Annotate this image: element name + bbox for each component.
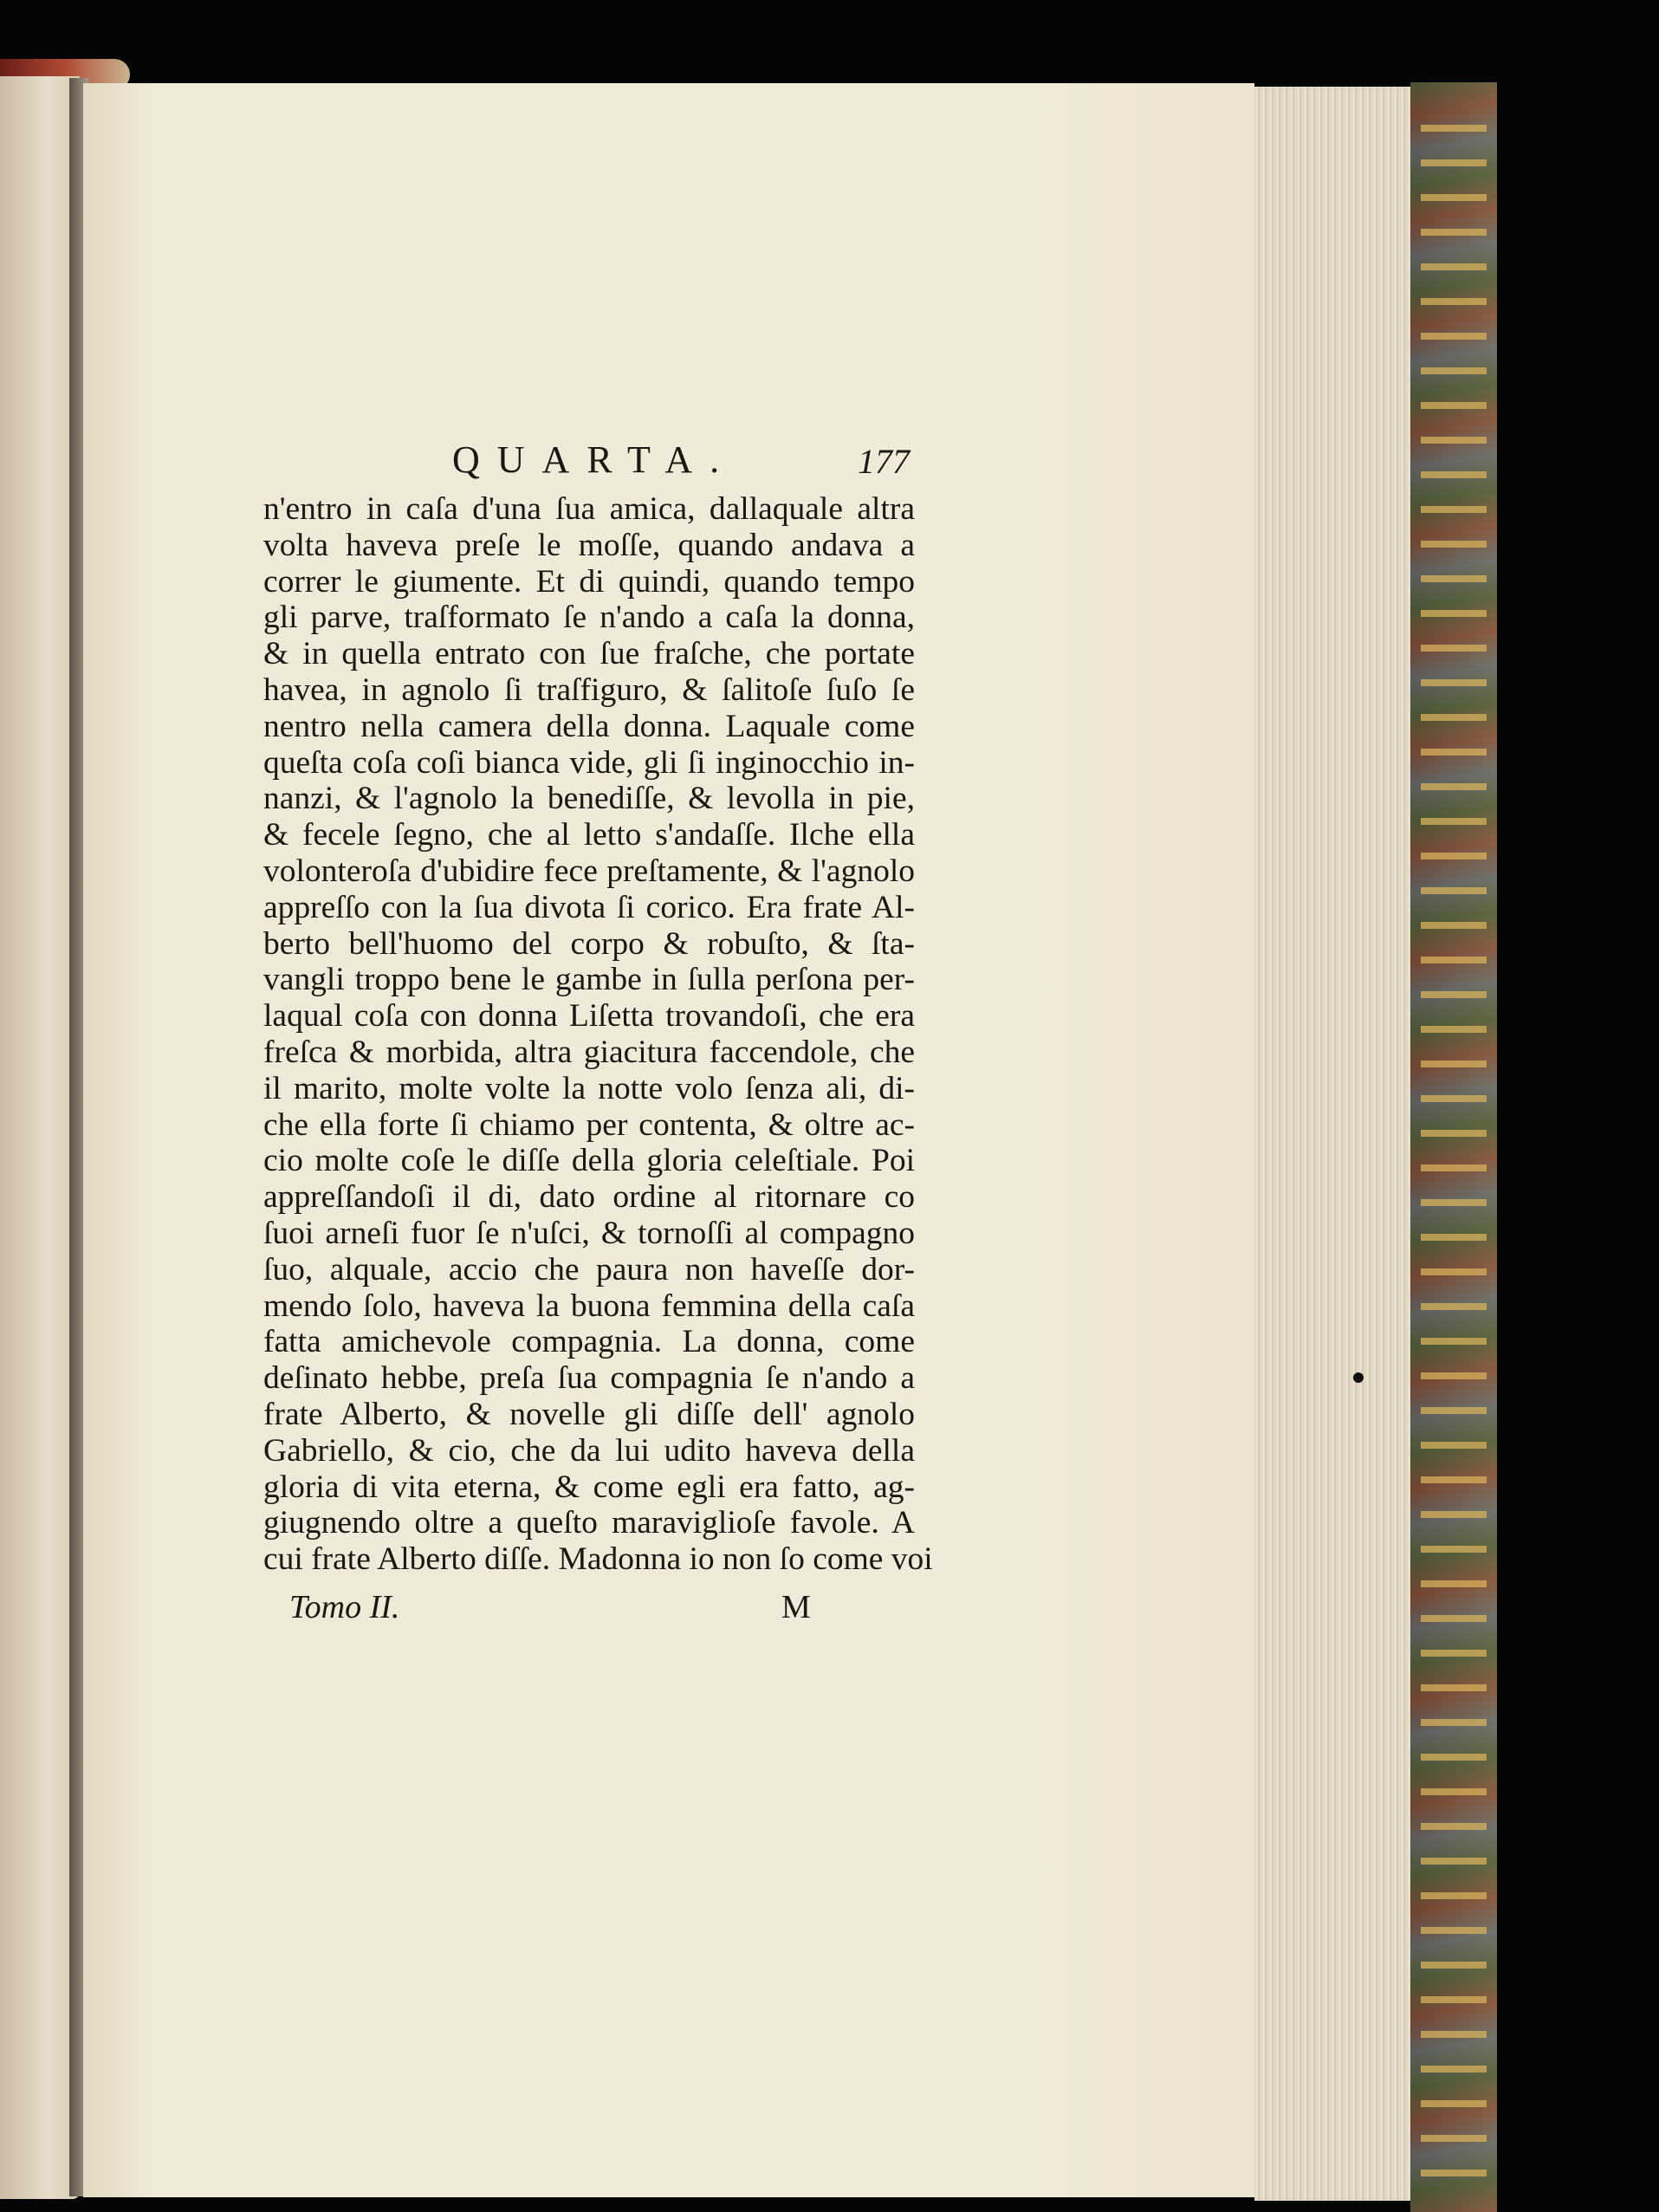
text-line: ſuo, alquale, accio che paura non haveſſe dor- (263, 1251, 915, 1288)
text-line: giugnendo oltre a queſto maraviglioſe favole. A (263, 1505, 915, 1541)
text-line: berto bell'huomo del corpo & robuſto, & ſta- (263, 925, 915, 962)
signature-mark: M (781, 1588, 811, 1625)
text-line: deſinato hebbe, preſa ſua compagnia ſe n'ando a (263, 1360, 915, 1397)
text-line: nanzi, & l'agnolo la benediſſe, & levolla in pie, (263, 781, 915, 817)
page-footer (263, 1585, 915, 1637)
text-line: & in quella entrato con ſue fraſche, che portate (263, 636, 915, 672)
text-line: frate Alberto, & novelle gli diſſe dell' agnolo (263, 1396, 915, 1432)
text-block (263, 438, 933, 1637)
page-edges (1254, 87, 1410, 2201)
text-line: cui frate Alberto diſſe. Madonna io non ſo come voi (263, 1541, 933, 1578)
text-line: queſta coſa coſi bianca vide, gli ſi inginocchio in- (263, 744, 915, 781)
text-line: freſca & morbida, altra giacitura faccendole, che (263, 1034, 915, 1070)
text-line: n'entro in caſa d'una ſua amica, dallaquale altra (263, 491, 915, 527)
running-head (263, 438, 915, 491)
text-line: vangli troppo bene le gambe in ſulla perſona per- (263, 962, 915, 998)
text-line: & fecele ſegno, che al letto s'andaſſe. Ilche ella (263, 817, 915, 853)
body-text (263, 491, 933, 1578)
running-title: QUARTA. (452, 438, 737, 481)
text-line: appreſſandoſi il di, dato ordine al ritornare co (263, 1179, 915, 1216)
text-line: ſuoi arneſi fuor ſe n'uſci, & tornoſſi al compagno (263, 1215, 915, 1251)
text-line: nentro nella camera della donna. Laquale come (263, 708, 915, 744)
text-line: gloria di vita eterna, & come egli era fatto, ag- (263, 1469, 915, 1505)
text-line: gli parve, traſformato ſe n'ando a caſa la donna, (263, 600, 915, 636)
page-number: 177 (858, 442, 910, 481)
text-line: volta haveva preſe le moſſe, quando andava a (263, 527, 915, 563)
text-line: fatta amichevole compagnia. La donna, come (263, 1324, 915, 1360)
gilt-decoration (1421, 113, 1487, 2192)
ink-spot (1353, 1372, 1364, 1383)
text-line: appreſſo con la ſua divota ſi corico. Era frate Al- (263, 889, 915, 925)
text-line: volonteroſa d'ubidire fece preſtamente, & l'agnolo (263, 853, 915, 889)
text-line: cio molte coſe le diſſe della gloria celeſtiale. Poi (263, 1143, 915, 1179)
text-line: il marito, molte volte la notte volo ſenza ali, di- (263, 1070, 915, 1106)
volume-label: Tomo II. (289, 1588, 400, 1625)
text-line: havea, in agnolo ſi traſfiguro, & ſalitoſe ſuſo ſe (263, 671, 915, 708)
text-line: correr le giumente. Et di quindi, quando tempo (263, 563, 915, 600)
text-line: Gabriello, & cio, che da lui udito haveva della (263, 1432, 915, 1469)
text-line: che ella forte ſi chiamo per contenta, & oltre ac- (263, 1106, 915, 1143)
text-line: laqual coſa con donna Liſetta trovandoſi, che era (263, 998, 915, 1035)
text-line: mendo ſolo, haveva la buona femmina della caſa (263, 1288, 915, 1324)
facing-page-edge (0, 76, 80, 2199)
